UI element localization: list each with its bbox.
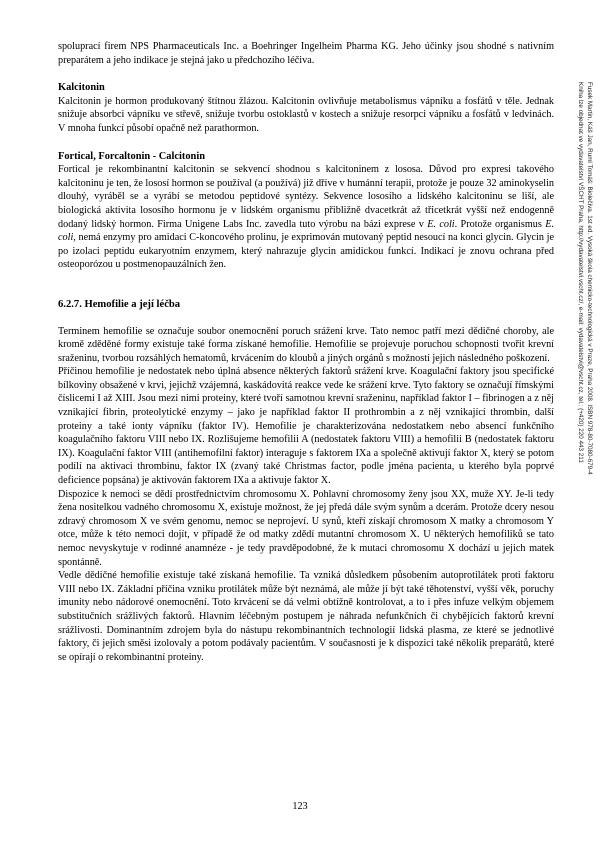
hemofilie-paragraph-2: Příčinou hemofilie je nedostatek nebo úplná absence některých faktorů srážení krve. Koagulační faktory jsou specifické bílkoviny obsažené v krvi, jejichž vzájemná, kaskádovitá reakce vede ke srážení krve. Tyto faktory se označují římskými číslicemi I až XIII. Jsou mezi nimi proteiny, které tvoří samotnou krevní sraženinu, například faktor I – fibrinogen a z něj vznikající fibrin, proteolytické enzymy – jako je například faktor II prothrombin a z něj vznikající thrombin, další proteiny a také ionty vápníku (faktor IV). Hemofilie je charakterizována nedostatkem nebo absencí funkčního koagulačního faktoru VIII nebo IX. Rozlišujeme hemofilii A (nedostatek faktoru VIII) a hemofilii B (nedostatek faktoru IX). Koagulační faktor VIII (antihemofilní faktor) interaguje s faktorem IXa a společně aktivují faktor X, který se potom podílí na aktivaci thrombinu, faktor IX (zvaný také Christmas factor, podle jména pacienta, u kterého byla poprvé deficience popsána) je aktivován faktorem IXa a aktivuje faktor X.: [58, 366, 554, 487]
fortical-ecoli-2: E. coli: [58, 218, 554, 244]
hemofilie-paragraph-4: Vedle dědičné hemofilie existuje také získaná hemofilie. Ta vzniká důsledkem působením autoprotilátek proti faktoru VIII nebo IX. Základní příčina vzniku protilátek může být neznámá, ale může jí být také těhotenství, vyšší věk, poruchy imunity nebo nádorové onemocnění. Toto krvácení se dá velmi obtížně kontrolovat, a to i přes infuze velkým objemem substitučních srážlivých faktorů. Hlavním léčebným postupem je náhrada nefunkčních či chybějících faktorů krevní srážlivosti. Dominantním zdrojem byla do nástupu rekombinantních technologií lidská plasma, ze které se jednotlivé faktory, či jejich směsi izolovaly a potom podávaly pacientům. V současnosti je k dispozici také několik preparátů, které se opírají o rekombinantní proteiny.: [58, 570, 554, 663]
fortical-ecoli-1: E. coli: [427, 218, 455, 230]
hemofilie-paragraph-3: Dispozice k nemoci se dědí prostřednictvím chromosomu X. Pohlavní chromosomy ženy jsou XX, muže XY. Je-li tedy žena nositelkou vadného chromosomu X, existuje možnost, že jej předá dále svým synům a dcerám. Protože dcery nesou zdravý chromosom X ve svém genomu, nemoc se neprojeví. U synů, kteří získají chromosom X matky a chromosom Y otce, může k této nemoci dojít, v případě že od matky zdědí mutantní chromosom X. U některých hemofiliků se tato nemoc nevyskytuje v rodinné anamnéze - je tedy pravděpodobné, že k mutaci chromosomu X dochází u jejich matek spontánně.: [58, 488, 554, 568]
kalcitonin-heading: Kalcitonin: [58, 82, 105, 94]
fortical-paragraph: [58, 163, 554, 272]
page-body: [58, 40, 554, 664]
fortical-heading: Fortical, Forcaltonin - Calcitonin: [58, 150, 205, 162]
fortical-text-c: , nemá enzymy pro amidaci C-koncového prolinu, je exprimován mutovaný peptid nesoucí na konci glycin. Glycin je po izolaci peptidu eukaryotním enzymem, který nahrazuje glycin amidickou funkcí. Indikací je znovu ochrana před osteoporózou u postmenopauzálních žen.: [58, 232, 554, 271]
kalcitonin-paragraph: Kalcitonin je hormon produkovaný štítnou žlázou. Kalcitonin ovlivňuje metabolismus vápníku a fosfátů v těle. Jednak snižuje absorbci vápníku ve střevě, snižuje tvorbu ostoklastů v kostech a snižuje resorpci vápníku a fosfátů v ledvinách. V mnoha funkcí působí opačně než parathormon.: [58, 95, 554, 134]
side-citation-line-2: Kniha lze objednat ve vydavatelství VŠCHT Praha, http://vydavatelstvi.vscht.cz/, e-mail: vydavatelstvi@vscht.cz, tel.: (+420) 220 443 211: [577, 82, 584, 463]
side-citation-line-1: Fusek Martin, Káš Jan, Ruml Tomáš: Biolečiva. 1st ed. Vysoká škola chemicko-technologická v Praze, Praha 2008. ISBN 978-80-7080-679-4: [586, 82, 593, 475]
intro-paragraph: spoluprací firem NPS Pharmaceuticals Inc. a Boehringer Ingelheim Pharma KG. Jeho účinky jsou shodné s nativním preparátem a jeho indikace je stejná jako u předchozího léčiva.: [58, 41, 554, 66]
fortical-text-b: . Protože organismus: [454, 218, 546, 230]
section-heading: 6.2.7. Hemofilie a její léčba: [58, 298, 181, 310]
hemofilie-paragraph-1: Terminem hemofilie se označuje soubor onemocnění poruch srážení krve. Tato nemoc patří mezi dědičné choroby, ale kromě zděděné formy existuje také forma získané hemofilie. Hemofilie se projevuje poruchou schopnosti tvořit krevní sraženinu, tvorbou rozsáhlých hematomů, krvácením do kloubů a jiných orgánů s možností jejich následného poškození.: [58, 325, 554, 364]
page-number: 123: [292, 801, 308, 812]
fortical-text-a: Fortical je rekombinantní kalcitonin se sekvencí shodnou s kalcitoninem z lososa. Důvod pro expresi takového kalcitoninu je ten, že lososí hormon se používal (a používá) již dříve v humánní terapii, protože je pouze 32 aminokyselin dlouhý, vyráběl se a vyrábí se metodou peptidové syntézy. Sekvence lososího a lidského kalcitoninu se liší, ale biologická aktivita lososího hormonu je v lidském organismu přibližně dvacetkrát až třicetkrát vyšší než endogenně dodaný lidský hormon. Firma Unigene Labs Inc. zavedla tuto výrobu na bázi exprese v: [58, 164, 554, 230]
side-citation: [568, 82, 594, 722]
